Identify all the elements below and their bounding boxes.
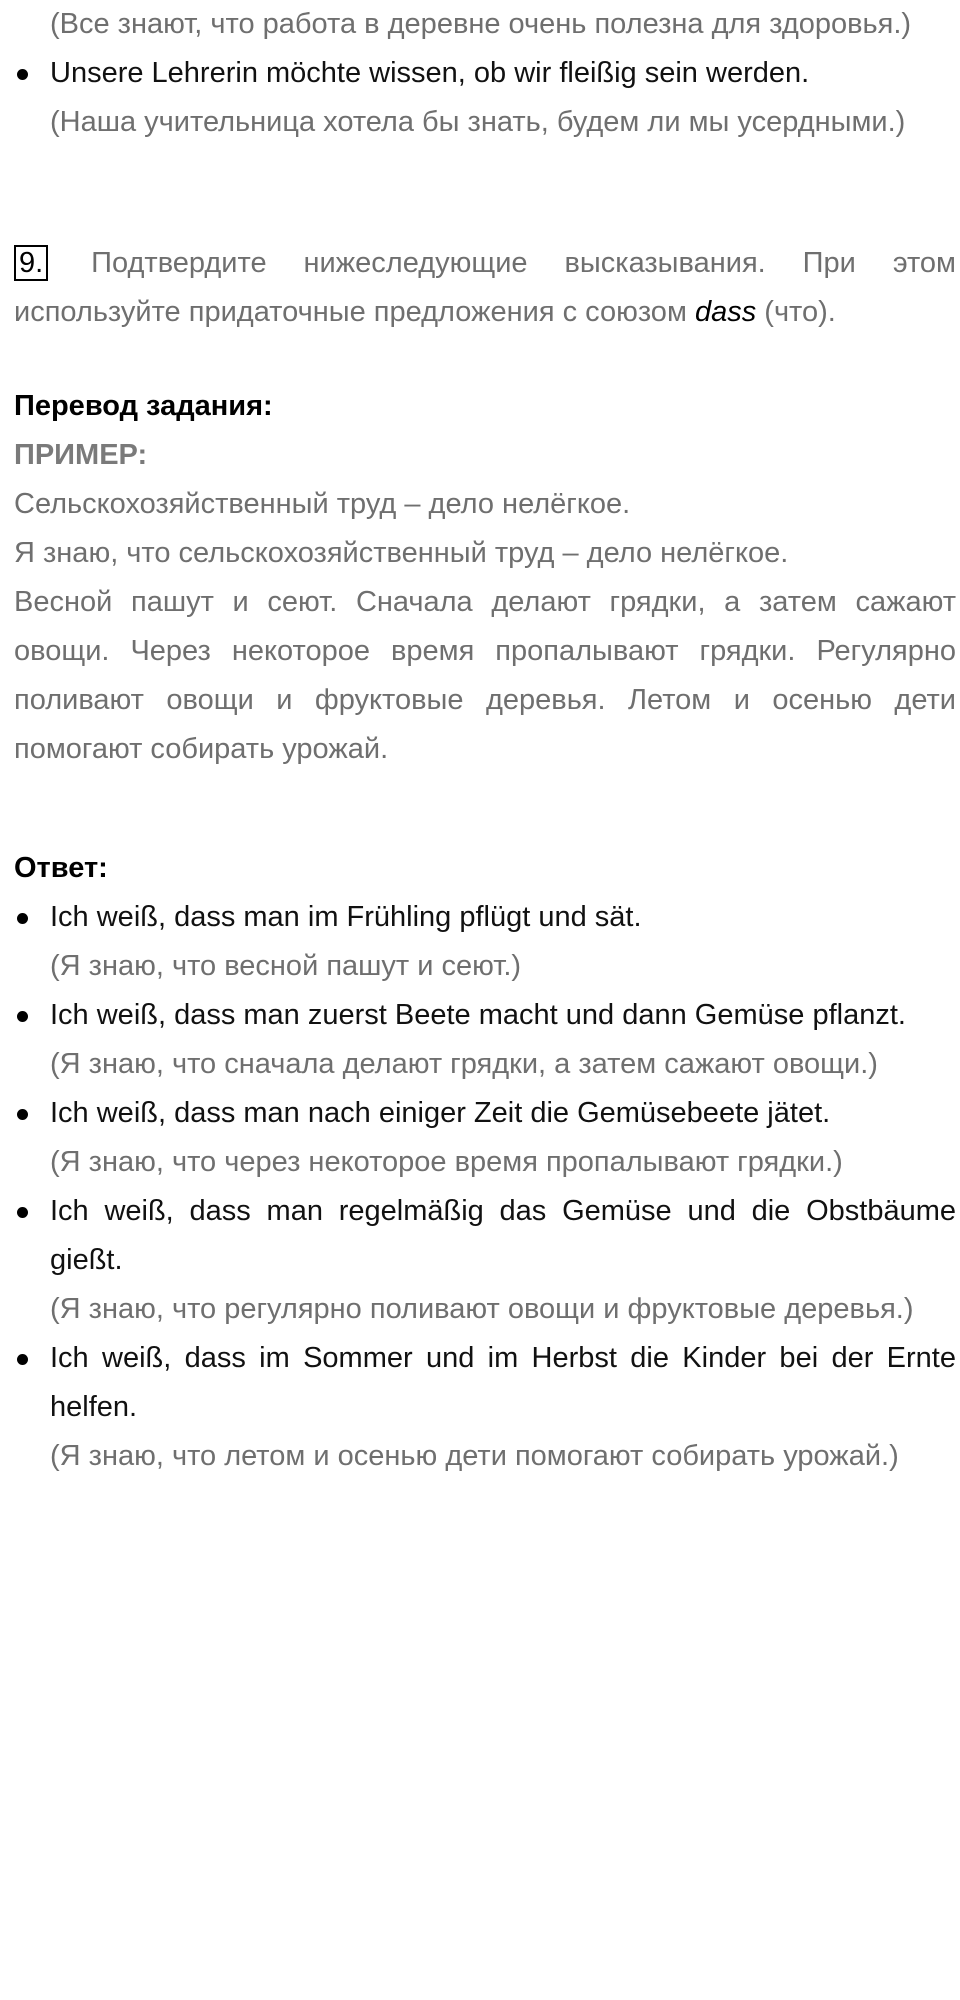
russian-translation: (Я знаю, что через некоторое время пропалывают грядки.)	[50, 1146, 843, 1178]
answer-item	[14, 1334, 956, 1432]
answer-heading: Ответ:	[14, 852, 108, 884]
answer-item	[14, 1089, 956, 1138]
task-text: Подтвердите нижеследующие высказывания. При этом используйте придаточные предложения с союзом	[14, 247, 956, 328]
russian-translation: (Я знаю, что весной пашут и сеют.)	[50, 950, 522, 982]
task-paragraph	[14, 239, 956, 337]
german-sentence: Ich weiß, dass man zuerst Beete macht und dann Gemüse pflanzt.	[50, 999, 906, 1031]
answer-item	[14, 991, 956, 1040]
document-page	[14, 0, 956, 1481]
example-label: ПРИМЕР:	[14, 439, 148, 471]
german-sentence: Unsere Lehrerin möchte wissen, ob wir fleißig sein werden.	[50, 57, 810, 89]
task-text-end: (что).	[764, 296, 836, 328]
russian-translation: (Наша учительница хотела бы знать, будем ли мы усердными.)	[50, 106, 906, 138]
german-sentence: Ich weiß, dass man nach einiger Zeit die Gemüsebeete jätet.	[50, 1097, 831, 1129]
statements-paragraph: Весной пашут и сеют. Сначала делают грядки, а затем сажают овощи. Через некоторое время пропалывают грядки. Регулярно поливают овощи и фруктовые деревья. Летом и осенью дети помогают собирать урожай.	[14, 586, 956, 765]
russian-translation: (Я знаю, что регулярно поливают овощи и фруктовые деревья.)	[50, 1293, 914, 1325]
intro-list-item	[14, 49, 956, 98]
task-keyword: dass	[694, 296, 757, 328]
answer-list	[14, 893, 956, 1481]
top-fragment-translation: (Все знают, что работа в деревне очень полезна для здоровья.)	[50, 8, 912, 40]
answer-item	[14, 1187, 956, 1285]
answer-item	[14, 893, 956, 942]
russian-translation: (Я знаю, что летом и осенью дети помогают собирать урожай.)	[50, 1440, 899, 1472]
german-sentence: Ich weiß, dass man regelmäßig das Gemüse und die Obstbäume gießt.	[50, 1195, 956, 1276]
example-sentence: Сельскохозяйственный труд – дело нелёгкое.	[14, 488, 631, 520]
translation-heading: Перевод задания:	[14, 390, 273, 422]
russian-translation: (Я знаю, что сначала делают грядки, а затем сажают овощи.)	[50, 1048, 878, 1080]
task-number-badge: 9.	[14, 245, 48, 281]
example-answer: Я знаю, что сельскохозяйственный труд – дело нелёгкое.	[14, 537, 789, 569]
german-sentence: Ich weiß, dass man im Frühling pflügt und sät.	[50, 901, 642, 933]
german-sentence: Ich weiß, dass im Sommer und im Herbst die Kinder bei der Ernte helfen.	[50, 1342, 956, 1423]
